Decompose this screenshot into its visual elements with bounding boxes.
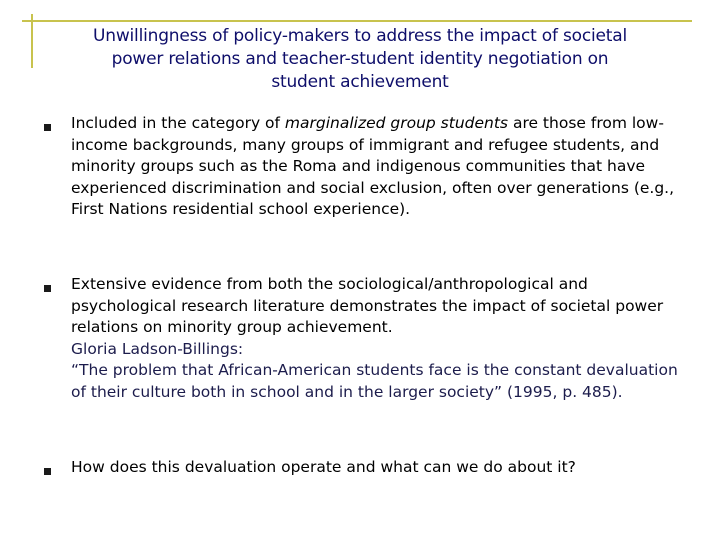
square-bullet-icon xyxy=(44,468,51,475)
slide-title-line-2: power relations and teacher-student identity negotiation on xyxy=(111,49,609,69)
slide-title-line-3: student achievement xyxy=(271,72,449,92)
bullet-text: Extensive evidence from both the sociological/anthropological and psychological research literature demonstrates the impact of societal power relations on minority group achievement. xyxy=(71,275,664,337)
bullet-item-marginalized-groups xyxy=(71,113,691,221)
square-bullet-icon xyxy=(44,124,51,131)
bullet-text xyxy=(71,113,691,221)
quote-author: Gloria Ladson-Billings: xyxy=(71,339,244,358)
emphasis-term: marginalized group students xyxy=(284,114,509,132)
quote-text: “The problem that African-American students face is the constant devaluation of their culture both in school and in the larger society” (1995, p. 485). xyxy=(71,361,678,401)
bullet-text-before: Included in the category of xyxy=(71,114,285,132)
square-bullet-icon xyxy=(44,285,51,292)
bullet-item-evidence xyxy=(71,274,691,404)
bullet-text-after: are those from low-income backgrounds, many groups of immigrant and refugee students, and minority groups such as the Roma and indigenous communities that have experienced discrimination and social exclusion, often over generations (e.g., First Nations residential school experience). xyxy=(71,114,675,219)
bullet-text: How does this devaluation operate and what can we do about it? xyxy=(71,458,576,476)
slide-title-line-1: Unwillingness of policy-makers to address the impact of societal xyxy=(93,26,627,46)
bullet-item-question xyxy=(71,457,691,479)
